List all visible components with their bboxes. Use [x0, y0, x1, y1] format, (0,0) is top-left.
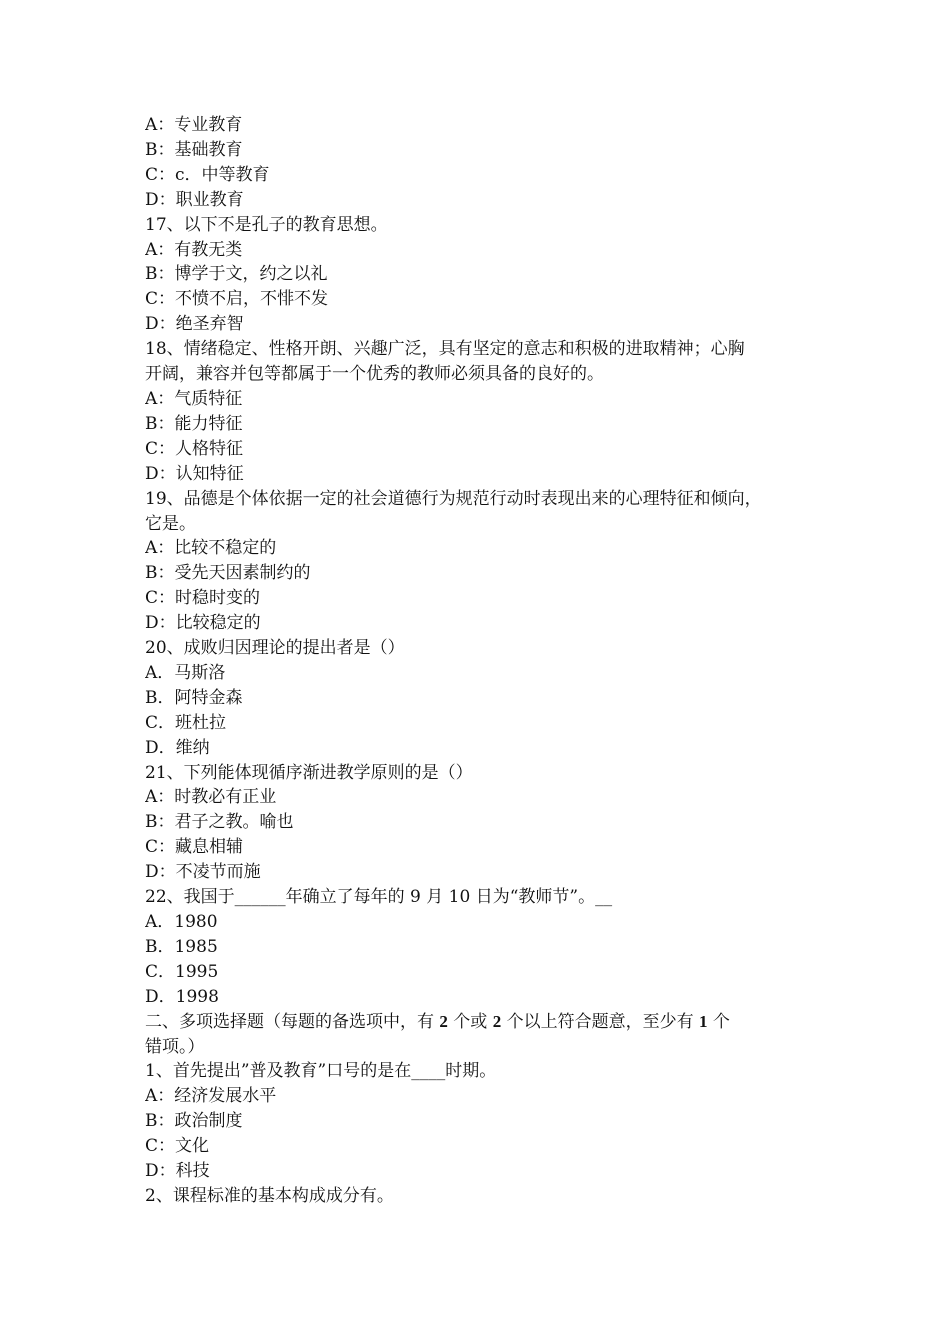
option-line: B：能力特征: [145, 413, 243, 434]
option-line: B：政治制度: [145, 1111, 243, 1132]
option-line: D．1998: [145, 986, 219, 1007]
option-line: A：经济发展水平: [145, 1086, 277, 1107]
section-heading-text: 个以上符合题意，至少有: [501, 1011, 700, 1032]
option-line: B：君子之教。喻也: [145, 812, 294, 833]
question-19-cont: 它是。: [145, 513, 196, 534]
question-21: 21、下列能体现循序渐进教学原则的是（）: [145, 762, 473, 783]
option-line: C：藏息相辅: [145, 837, 244, 858]
option-line: D：认知特征: [145, 463, 244, 484]
section-heading-text: 个: [707, 1011, 730, 1032]
section-heading-number: 2: [439, 1011, 448, 1031]
option-line: A．马斯洛: [145, 662, 226, 683]
question-18-cont: 开阔，兼容并包等都属于一个优秀的教师必须具备的良好的。: [145, 364, 604, 385]
option-line: A：比较不稳定的: [145, 538, 277, 559]
question-content: [145, 113, 810, 1209]
question-19: 19、品德是个体依据一定的社会道德行为规范行动时表现出来的心理特征和倾向，: [145, 488, 762, 509]
option-line: A．1980: [145, 912, 218, 932]
option-line: B：受先天因素制约的: [145, 563, 311, 584]
option-line: C：c．中等教育: [145, 164, 270, 185]
option-line: B．阿特金森: [145, 687, 243, 708]
option-line: C．班杜拉: [145, 712, 227, 733]
option-line: D：科技: [145, 1161, 210, 1182]
option-line: B：博学于文，约之以礼: [145, 264, 328, 285]
option-line: C：时稳时变的: [145, 588, 261, 609]
option-line: C：人格特征: [145, 438, 244, 459]
section-heading-cont: 错项。）: [145, 1036, 205, 1057]
section-heading-text: 个或: [447, 1011, 493, 1032]
option-line: C．1995: [145, 961, 219, 982]
option-line: A：专业教育: [145, 115, 243, 135]
question-22: 22、我国于______年确立了每年的 9 月 10 日为“教师节”。__: [145, 887, 613, 908]
section-heading-number: 1: [699, 1011, 708, 1031]
question-m2: 2、课程标准的基本构成成分有。: [145, 1185, 394, 1206]
question-m1: 1、首先提出”普及教育”口号的是在____时期。: [145, 1061, 497, 1082]
option-line: D：不凌节而施: [145, 862, 261, 883]
option-line: D：比较稳定的: [145, 613, 261, 634]
section-heading: [145, 1010, 810, 1035]
option-line: C：不愤不启，不悱不发: [145, 289, 329, 310]
option-line: A：有教无类: [145, 239, 243, 260]
section-heading-text: 二、多项选择题（每题的备选项中，有: [145, 1011, 440, 1032]
option-line: A：时教必有正业: [145, 787, 277, 808]
option-line: B．1985: [145, 936, 218, 957]
section-heading-number: 2: [492, 1011, 502, 1031]
question-20: 20、成败归因理论的提出者是（）: [145, 638, 405, 659]
question-18: 18、情绪稳定、性格开朗、兴趣广泛，具有坚定的意志和积极的进取精神；心胸: [145, 339, 745, 360]
option-line: A：气质特征: [145, 388, 243, 409]
option-line: B：基础教育: [145, 139, 243, 160]
option-line: D：绝圣弃智: [145, 314, 244, 335]
option-line: C：文化: [145, 1136, 210, 1157]
question-17: 17、以下不是孔子的教育思想。: [145, 214, 388, 235]
option-line: D．维纳: [145, 737, 210, 758]
option-line: D：职业教育: [145, 189, 244, 210]
